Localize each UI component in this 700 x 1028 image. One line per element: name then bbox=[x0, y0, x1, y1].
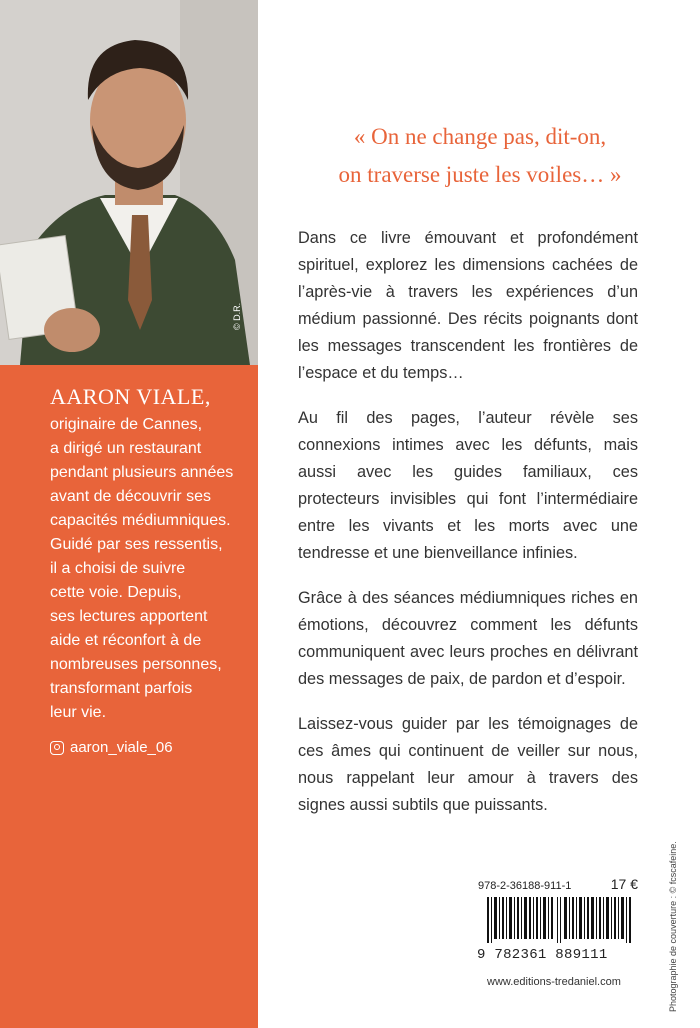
quote-line-2: on traverse juste les voiles… » bbox=[338, 162, 622, 187]
blurb-paragraph: Au fil des pages, l’auteur révèle ses connexions intimes avec les défunts, mais aussi avec les guides familiaux, ces protecteurs invisibles qui font l’intermédiaire entre les vivants et les morts avec une tendresse et une bienveillance infinies. bbox=[298, 409, 638, 562]
publisher-website: www.editions-tredaniel.com bbox=[487, 976, 621, 988]
barcode-digits: 9 782361 889111 bbox=[477, 947, 608, 963]
blurb-paragraph: Dans ce livre émouvant et profondément spirituel, explorez les dimensions cachées de l’après-vie à travers les expériences d’un médium passionné. Des récits poignants dont les messages transcendent les frontières de l’espace et du temps… bbox=[298, 229, 638, 382]
blurb-paragraph: Laissez-vous guider par les témoignages de ces âmes qui continuent de veiller sur nous, nous rappelant leur amour à travers des signes aussi subtils que puissants. bbox=[298, 715, 638, 814]
cover-photo-credit: Photographie de couverture : © fcscafeine. bbox=[668, 841, 678, 1012]
pull-quote bbox=[285, 118, 675, 194]
blurb-paragraph: Grâce à des séances médiumniques riches en émotions, découvrez comment les défunts communiquent avec leurs proches en délivrant des messages de paix, de pardon et d’espoir. bbox=[298, 589, 638, 688]
photo-credit: © D.R. bbox=[232, 302, 242, 330]
instagram-icon bbox=[50, 741, 64, 755]
author-portrait-illustration bbox=[0, 0, 258, 365]
author-bio bbox=[50, 383, 255, 756]
quote-line-1: « On ne change pas, dit-on, bbox=[353, 124, 607, 149]
barcode bbox=[487, 897, 635, 943]
isbn: 978-2-36188-911-1 bbox=[478, 880, 572, 892]
author-name-line bbox=[50, 383, 255, 411]
price: 17 € bbox=[610, 876, 638, 892]
left-panel bbox=[0, 0, 258, 1028]
instagram-handle bbox=[50, 739, 255, 756]
author-bio-text: originaire de Cannes, a dirigé un restaurant pendant plusieurs années avant de découvrir ses capacités médiumniques. Guidé par ses ressentis, il a choisi de suivre cette voie. Depuis, ses lectures apportent aide et réconfort à de nombreuses personnes, transformant parfois leur vie. bbox=[50, 416, 234, 721]
isbn-price-row bbox=[478, 876, 638, 892]
blurb bbox=[298, 225, 638, 837]
author-photo bbox=[0, 0, 258, 365]
author-name: AARON VIALE bbox=[50, 384, 205, 409]
author-name-comma: , bbox=[204, 384, 211, 409]
instagram-handle-text: aaron_viale_06 bbox=[70, 739, 173, 756]
